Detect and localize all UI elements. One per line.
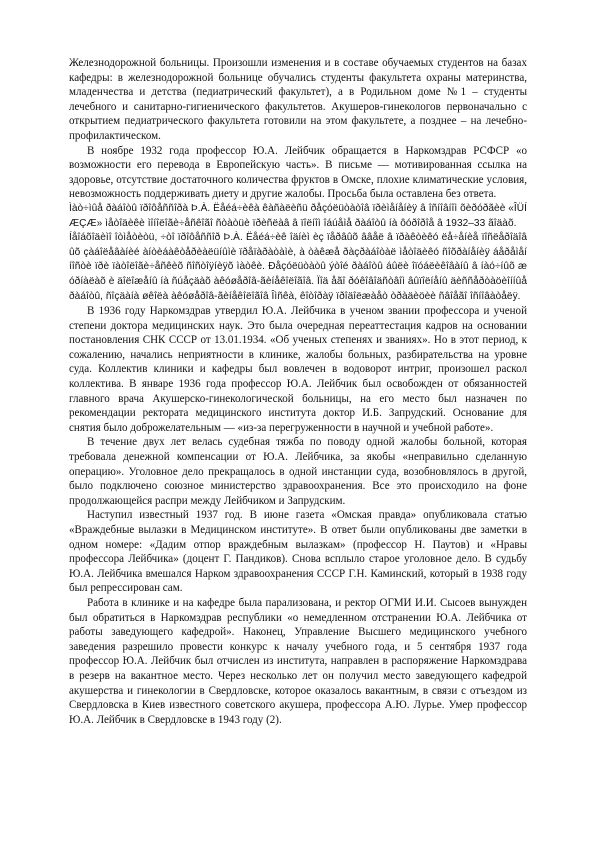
paragraph-1: Железнодорожной больницы. Произошли изменения и в составе обучаемых студентов на базах кафедры: в железнодорожной больнице обучались студенты факультета охраны материнства, младенчества и детства (педиатрический факультет), а в Родильном доме №1 – студенты лечебного и санитарно-гигиенического факультетов. Акушеров-гинекологов первоначально с открытием педиатрического факультета готовили на этом факультете, а позднее – на лечебно-профилактическом.: [69, 57, 527, 142]
document-page: [69, 56, 527, 727]
paragraph-4-mojibake: Íåîáõîäèìî îòìåòèòü, ÷òî ïðîôåññîð Þ.À. Ëåéá÷èê îäíèì èç ïåðâûõ ââåë â ïðàêòèêó ëå÷åíèå ïîñëåðîäîâûõ çàáîëåâàíèé àíòèáàêòåðèàëüíûìè ïðåïàðàòàìè, à òàêæå ðàçðàáîòàë ìåòîäèêó ñîõðàíåíèÿ áåðåìåííîñòè ïðè ïàòîëîãè÷åñêèõ ñîñòîÿíèÿõ ìàòêè. Ðåçóëüòàòû ýòîé ðàáîòû áûëè îïóáëèêîâàíû â íàó÷íûõ æóðíàëàõ è äîëîæåíû íà ñúåçäàõ àêóøåðîâ-ãèíåêîëîãîâ. Ïîä åãî ðóêîâîäñòâîì âûïîëíåíû äèññåðòàöèîííûå ðàáîòû, ñîçäàíà øêîëà àêóøåðîâ-ãèíåêîëîãîâ Îìñêà, êîòîðàÿ ïðîäîëæàåò òðàäèöèè ñâîåãî îñíîâàòåëÿ.: [69, 232, 527, 302]
paragraph-3-mojibake: Ìàò÷ìûå ðàáîòû ïðîôåññîðà Þ.À. Ëåéá÷èêà êàñàëèñü ðåçóëüòàòîâ ïðèìåíåíèÿ â îñíîâíîì õèðóðãèè «ÎÜÍÆÇÆ» ìåòîäèêè ìîíîëîãè÷åñêîãî ñòàòüè ïðèñëàâ â ïîëíîì îáúåìå ðàáîòû íà ôóðîðîå â 1932–33 ãîäàõ.: [69, 202, 527, 229]
paragraph-7: Наступил известный 1937 год. В июне газета «Омская правда» опубликовала статью «Враждебные вылазки в Медицинском институте». В ответ были опубликованы две заметки в одном номере: «Дадим отпор враждебным вылазкам» (профессор Н. Паутов) и «Нравы профессора Лейбчика» (доцент Г. Пандиков). Снова всплыло старое уголовное дело. В судьбу Ю.А. Лейбчика вмешался Нарком здравоохранения СССР Г.Н. Каминский, который в 1938 году был репрессирован сам.: [69, 509, 527, 595]
paragraph-8: Работа в клинике и на кафедре была парализована, и ректор ОГМИ И.И. Сысоев вынужден был обратиться в Наркомздрав республики «о немедленном отстранении Ю.А. Лейбчика от работы заведующего кафедрой». Наконец, Управление Высшего медицинского учебного заведения разрешило провести конкурс к началу учебного года, и 5 сентября 1937 года профессор Ю.А. Лейбчик был отчислен из института, направлен в распоряжение Наркомздрава в резерв на вакантное место. Через несколько лет он получил место заведующего кафедрой акушерства и гинекологии в Свердловске, которое оказалось вакантным, в связи с отъездом из Свердловска в Киев известного советского акушера, профессора А.Ю. Лурье. Умер профессор Ю.А. Лейбчик в Свердловске в 1943 году (2).: [69, 596, 527, 726]
paragraph-5: В 1936 году Наркомздрав утвердил Ю.А. Лейбчика в ученом звании профессора и ученой степени доктора медицинских наук. Это была очередная переаттестация кадров на основании постановления СНК СССР от 13.01.1934. «Об ученых степенях и званиях». Но в этот период, к сожалению, начались неприятности в клинике, жалобы больных, разбирательства на уровне суда. Коллектив клиники и кафедры был вовлечен в водоворот интриг, произошел раскол коллектива. В январе 1936 года профессор Ю.А. Лейбчик был освобожден от обязанностей главного врача Акушерско-гинекологической больницы, на его место был назначен по рекомендации ректората медицинского института доктор И.Б. Запрудский. Основание для снятия было доброжелательным — «из-за перегруженности в научной и учебной работе».: [69, 305, 527, 434]
paragraph-6: В течение двух лет велась судебная тяжба по поводу одной жалобы больной, которая требовала денежной компенсации от Ю.А. Лейбчика, за якобы «неправильно сделанную операцию». Уголовное дело прекращалось в одной инстанции суда, возобновлялось в другой, было подключено союзное министерство здравоохранения. Все это происходило на фоне продолжающейся распри между Лейбчиком и Запрудским.: [69, 436, 527, 507]
paragraph-2: В ноябре 1932 года профессор Ю.А. Лейбчик обращается в Наркомздрав РСФСР «о возможности его перевода в Европейскую часть». В письме — мотивированная ссылка на здоровье, отсутствие достаточного количества фруктов в Омске, плохие климатические условия, невозможность поддерживать диету и другие жалобы. Просьба была оставлена без ответа.: [69, 144, 527, 201]
